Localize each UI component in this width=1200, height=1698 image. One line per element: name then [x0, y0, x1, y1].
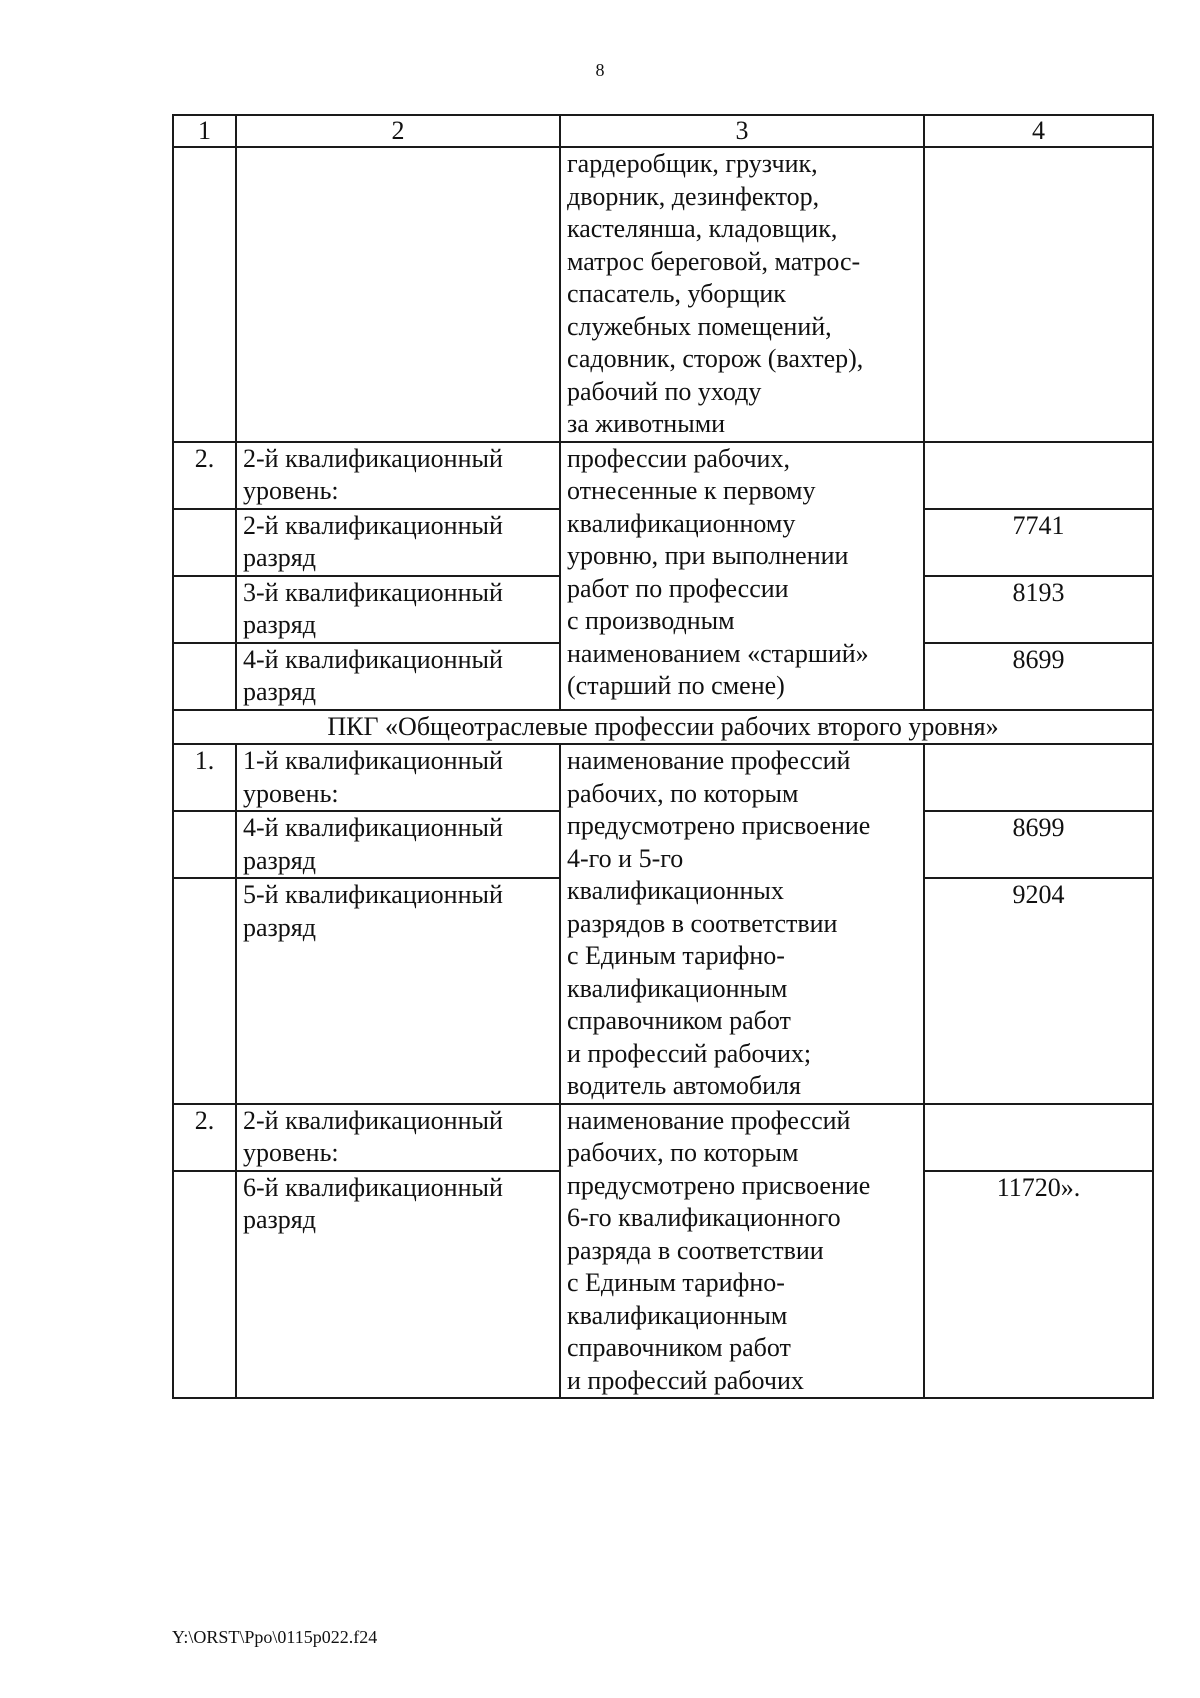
value-cell	[924, 442, 1153, 509]
num-cell	[173, 509, 236, 576]
value-cell	[924, 1104, 1153, 1171]
section-row	[173, 710, 1153, 745]
rank-value: 8193	[924, 576, 1153, 643]
num-cell	[173, 811, 236, 878]
rank-value: 8699	[924, 643, 1153, 710]
num-cell: 2.	[173, 1104, 236, 1171]
rank-label: 4-й квалификационный разряд	[236, 811, 560, 878]
section-title: ПКГ «Общеотраслевые профессии рабочих второго уровня»	[173, 710, 1153, 745]
level-cell: 1-й квалификационный уровень:	[236, 744, 560, 811]
rank-label: 3-й квалификационный разряд	[236, 576, 560, 643]
num-cell	[173, 576, 236, 643]
value-cell	[924, 744, 1153, 811]
footer-file-path: Y:\ORST\Ppo\0115p022.f24	[172, 1627, 378, 1647]
header-cell-1: 1	[173, 115, 236, 147]
description-cell: наименование профессий рабочих, по которым предусмотрено присвоение 6-го квалификационного разряда в соответствии с Единым тарифно- квалификационным справочником работ и профессий рабочих	[560, 1104, 924, 1399]
num-cell: 2.	[173, 442, 236, 509]
num-cell	[173, 1171, 236, 1399]
description-cell: гардеробщик, грузчик, дворник, дезинфектор, кастелянша, кладовщик, матрос береговой, матрос- спасатель, уборщик служебных помещений, садовник, сторож (вахтер), рабочий по уходу за животными	[560, 147, 924, 442]
rank-label: 6-й квалификационный разряд	[236, 1171, 560, 1399]
rank-label: 5-й квалификационный разряд	[236, 878, 560, 1104]
rank-label: 2-й квалификационный разряд	[236, 509, 560, 576]
rank-label: 4-й квалификационный разряд	[236, 643, 560, 710]
description-cell: профессии рабочих, отнесенные к первому квалификационному уровню, при выполнении работ по профессии с производным наименованием «старший» (старший по смене)	[560, 442, 924, 710]
num-cell: 1.	[173, 744, 236, 811]
rank-value: 8699	[924, 811, 1153, 878]
value-cell	[924, 147, 1153, 442]
level-cell: 2-й квалификационный уровень:	[236, 1104, 560, 1171]
table-row	[173, 744, 1153, 811]
header-cell-2: 2	[236, 115, 560, 147]
level-cell: 2-й квалификационный уровень:	[236, 442, 560, 509]
description-cell: наименование профессий рабочих, по которым предусмотрено присвоение 4-го и 5-го квалификационных разрядов в соответствии с Единым тарифно- квалификационным справочником работ и профессий рабочих; водитель автомобиля	[560, 744, 924, 1104]
salary-table	[172, 114, 1154, 1399]
level-cell	[236, 147, 560, 442]
rank-value: 7741	[924, 509, 1153, 576]
table-row	[173, 147, 1153, 442]
header-cell-4: 4	[924, 115, 1153, 147]
header-row	[173, 115, 1153, 147]
rank-value: 9204	[924, 878, 1153, 1104]
num-cell	[173, 878, 236, 1104]
num-cell	[173, 643, 236, 710]
rank-value: 11720».	[924, 1171, 1153, 1399]
header-cell-3: 3	[560, 115, 924, 147]
num-cell	[173, 147, 236, 442]
page-number: 8	[595, 60, 605, 80]
table-row	[173, 1104, 1153, 1171]
table-row	[173, 442, 1153, 509]
